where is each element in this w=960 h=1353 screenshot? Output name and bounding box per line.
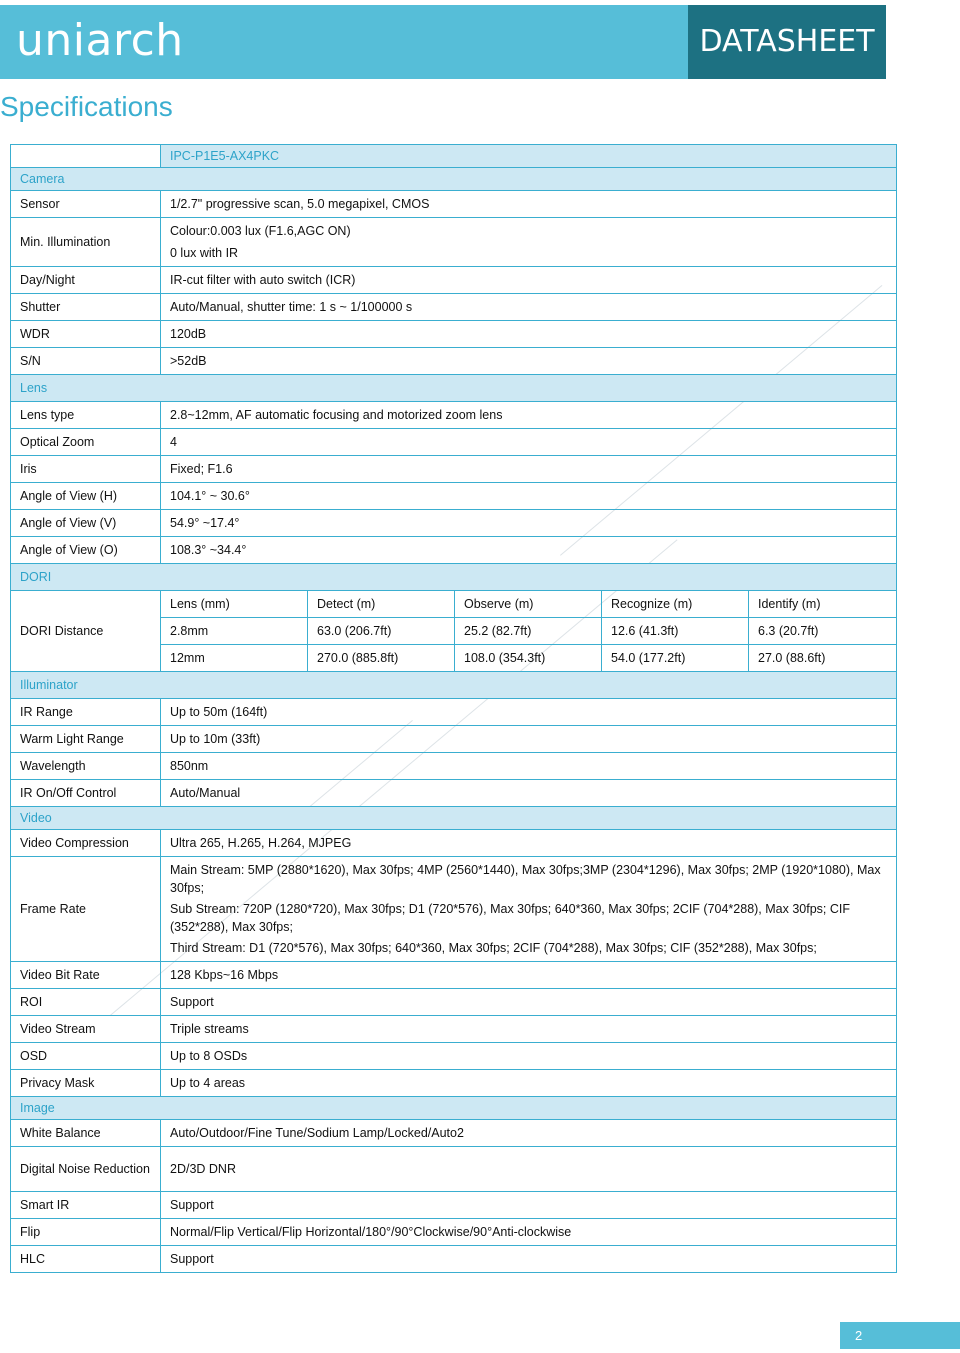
table-row xyxy=(11,321,897,348)
row-value: Up to 10m (33ft) xyxy=(161,726,897,753)
illumination-colour: Colour:0.003 lux (F1.6,AGC ON) xyxy=(170,224,351,238)
illumination-ir: 0 lux with IR xyxy=(170,246,239,260)
row-label: White Balance xyxy=(11,1120,161,1147)
main-stream-text: Main Stream: 5MP (2880*1620), Max 30fps; 4MP (2560*1440), Max 30fps;3MP (2304*1296), Max 30fps; 2MP (1920*1080), Max 30fps; xyxy=(170,862,881,895)
row-value: Ultra 265, H.265, H.264, MJPEG xyxy=(161,830,897,857)
row-value: 1/2.7" progressive scan, 5.0 megapixel, CMOS xyxy=(161,191,897,218)
row-value: Normal/Flip Vertical/Flip Horizontal/180°/90°Clockwise/90°Anti-clockwise xyxy=(161,1219,897,1246)
row-value: 850nm xyxy=(161,753,897,780)
row-value: 4 xyxy=(161,429,897,456)
row-label: Privacy Mask xyxy=(11,1070,161,1097)
table-row xyxy=(11,510,897,537)
dori-header-cell: Lens (mm) xyxy=(161,591,308,618)
row-value: Support xyxy=(161,1246,897,1273)
row-label: Digital Noise Reduction xyxy=(11,1147,161,1192)
row-value: 128 Kbps~16 Mbps xyxy=(161,962,897,989)
table-row xyxy=(11,699,897,726)
table-row xyxy=(11,537,897,564)
row-value: Fixed; F1.6 xyxy=(161,456,897,483)
sub-stream-text: Sub Stream: 720P (1280*720), Max 30fps; D1 (720*576), Max 30fps; 640*360, Max 30fps; 2CIF (704*288), Max 30fps; CIF (352*288), Max 30fps; xyxy=(170,901,850,934)
table-row xyxy=(11,1192,897,1219)
datasheet-label: DATASHEET xyxy=(699,24,875,59)
table-row xyxy=(11,348,897,375)
row-label: S/N xyxy=(11,348,161,375)
dori-header-row xyxy=(11,591,897,618)
table-row xyxy=(11,857,897,962)
row-label: WDR xyxy=(11,321,161,348)
table-row xyxy=(11,429,897,456)
row-label: Lens type xyxy=(11,402,161,429)
table-row xyxy=(11,1016,897,1043)
datasheet-label-box xyxy=(688,5,886,79)
table-row xyxy=(11,1147,897,1192)
dori-cell: 27.0 (88.6ft) xyxy=(749,645,897,672)
section-video: Video xyxy=(11,807,897,830)
row-value xyxy=(161,218,897,267)
row-label: Min. Illumination xyxy=(11,218,161,267)
table-row xyxy=(11,830,897,857)
row-value: IR-cut filter with auto switch (ICR) xyxy=(161,267,897,294)
model-number: IPC-P1E5-AX4PKC xyxy=(161,145,897,168)
dori-header-cell: Identify (m) xyxy=(749,591,897,618)
section-illuminator: Illuminator xyxy=(11,672,897,699)
row-value: 104.1° ~ 30.6° xyxy=(161,483,897,510)
third-stream-text: Third Stream: D1 (720*576), Max 30fps; 640*360, Max 30fps; 2CIF (704*288), Max 30fps; CIF (352*288), Max 30fps; xyxy=(170,940,817,955)
table-row xyxy=(11,402,897,429)
row-label: Shutter xyxy=(11,294,161,321)
row-value: Auto/Outdoor/Fine Tune/Sodium Lamp/Locked/Auto2 xyxy=(161,1120,897,1147)
table-row xyxy=(11,989,897,1016)
row-label: Video Stream xyxy=(11,1016,161,1043)
specifications-table xyxy=(10,144,897,1273)
dori-cell: 25.2 (82.7ft) xyxy=(455,618,602,645)
section-lens: Lens xyxy=(11,375,897,402)
row-label: Warm Light Range xyxy=(11,726,161,753)
table-row xyxy=(11,1246,897,1273)
dori-header-cell: Detect (m) xyxy=(308,591,455,618)
row-label: Smart IR xyxy=(11,1192,161,1219)
dori-cell: 12mm xyxy=(161,645,308,672)
row-label: Angle of View (O) xyxy=(11,537,161,564)
table-row xyxy=(11,1070,897,1097)
header-banner xyxy=(0,5,886,79)
row-value: >52dB xyxy=(161,348,897,375)
table-row xyxy=(11,267,897,294)
row-label: ROI xyxy=(11,989,161,1016)
row-value: Up to 8 OSDs xyxy=(161,1043,897,1070)
table-row xyxy=(11,753,897,780)
dori-cell: 12.6 (41.3ft) xyxy=(602,618,749,645)
row-label: IR Range xyxy=(11,699,161,726)
table-row xyxy=(11,962,897,989)
row-label: DORI Distance xyxy=(11,591,161,672)
row-label: Wavelength xyxy=(11,753,161,780)
row-label: Flip xyxy=(11,1219,161,1246)
page-number: 2 xyxy=(840,1322,960,1349)
section-image: Image xyxy=(11,1097,897,1120)
dori-cell: 54.0 (177.2ft) xyxy=(602,645,749,672)
row-value: Up to 50m (164ft) xyxy=(161,699,897,726)
row-value: 120dB xyxy=(161,321,897,348)
row-value: Support xyxy=(161,989,897,1016)
row-label: Iris xyxy=(11,456,161,483)
row-value xyxy=(161,857,897,962)
row-label: Day/Night xyxy=(11,267,161,294)
table-row xyxy=(11,780,897,807)
table-row xyxy=(11,294,897,321)
row-value: 2D/3D DNR xyxy=(161,1147,897,1192)
row-value: Auto/Manual, shutter time: 1 s ~ 1/100000 s xyxy=(161,294,897,321)
dori-cell: 63.0 (206.7ft) xyxy=(308,618,455,645)
row-label: OSD xyxy=(11,1043,161,1070)
row-label: Angle of View (H) xyxy=(11,483,161,510)
section-camera: Camera xyxy=(11,168,897,191)
row-value: 108.3° ~34.4° xyxy=(161,537,897,564)
table-row xyxy=(11,1043,897,1070)
row-label: HLC xyxy=(11,1246,161,1273)
dori-cell: 6.3 (20.7ft) xyxy=(749,618,897,645)
row-value: 54.9° ~17.4° xyxy=(161,510,897,537)
row-label: Frame Rate xyxy=(11,857,161,962)
dori-header-cell: Recognize (m) xyxy=(602,591,749,618)
row-label: Video Bit Rate xyxy=(11,962,161,989)
table-row xyxy=(11,218,897,267)
dori-header-cell: Observe (m) xyxy=(455,591,602,618)
table-row xyxy=(11,1219,897,1246)
table-row xyxy=(11,726,897,753)
row-label: Sensor xyxy=(11,191,161,218)
dori-cell: 270.0 (885.8ft) xyxy=(308,645,455,672)
row-value: Support xyxy=(161,1192,897,1219)
table-row xyxy=(11,1120,897,1147)
row-label: IR On/Off Control xyxy=(11,780,161,807)
table-row xyxy=(11,483,897,510)
table-row xyxy=(11,456,897,483)
dori-cell: 2.8mm xyxy=(161,618,308,645)
dori-cell: 108.0 (354.3ft) xyxy=(455,645,602,672)
page-title: Specifications xyxy=(0,91,173,122)
row-value: Auto/Manual xyxy=(161,780,897,807)
section-dori: DORI xyxy=(11,564,897,591)
row-label: Optical Zoom xyxy=(11,429,161,456)
brand-logo: uniarch xyxy=(16,15,184,66)
row-label: Angle of View (V) xyxy=(11,510,161,537)
row-value: Up to 4 areas xyxy=(161,1070,897,1097)
row-value: 2.8~12mm, AF automatic focusing and motorized zoom lens xyxy=(161,402,897,429)
row-value: Triple streams xyxy=(161,1016,897,1043)
table-row xyxy=(11,191,897,218)
row-label: Video Compression xyxy=(11,830,161,857)
